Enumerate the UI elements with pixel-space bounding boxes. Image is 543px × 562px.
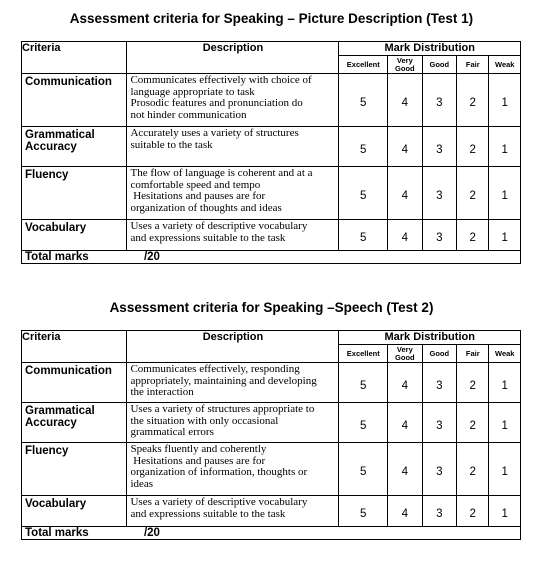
criterion-description [127, 403, 339, 443]
description-line: Communicates effectively with choice of [130, 74, 312, 86]
description-line: Speaks fluently and coherently [130, 443, 267, 455]
description-line: not hinder communication [130, 108, 247, 121]
mark-value: 5 [339, 496, 388, 527]
criteria-header: Criteria [22, 331, 127, 363]
test1-title: Assessment criteria for Speaking – Picture Description (Test 1) [69, 11, 474, 26]
mark-value: 3 [422, 496, 456, 527]
mark-value: 5 [339, 74, 388, 127]
mark-distribution-header: Mark Distribution [339, 42, 521, 56]
criterion-description [127, 443, 339, 496]
grade-header: Excellent [339, 56, 388, 74]
mark-value: 4 [388, 220, 422, 251]
header-row [22, 42, 521, 56]
mark-value: 4 [388, 443, 422, 496]
mark-value: 1 [489, 403, 521, 443]
mark-value: 5 [339, 443, 388, 496]
mark-value: 2 [457, 127, 489, 167]
description-line: grammatical errors [130, 426, 214, 438]
criterion-name: Communication [22, 363, 127, 403]
description-line: Uses a variety of descriptive vocabulary [130, 496, 308, 508]
criterion-description [127, 167, 339, 220]
mark-value: 1 [489, 167, 521, 220]
description-line: comfortable speed and tempo [130, 178, 261, 191]
table-row [22, 403, 521, 443]
description-line: and expressions suitable to the task [130, 507, 286, 520]
grade-header: Good [422, 345, 456, 363]
mark-value: 2 [457, 403, 489, 443]
test2-criteria-table [21, 330, 521, 540]
description-line: language appropriate to task [130, 85, 255, 98]
criterion-description [127, 220, 339, 251]
mark-value: 2 [457, 74, 489, 127]
table-row [22, 496, 521, 527]
mark-value: 3 [422, 363, 456, 403]
grade-header: Fair [457, 345, 489, 363]
total-marks-label: Total marks [22, 251, 127, 264]
test1-criteria-table [21, 41, 521, 264]
criteria-header: Criteria [22, 42, 127, 74]
description-line: Uses a variety of descriptive vocabulary [130, 220, 308, 232]
description-line: organization of thoughts and ideas [130, 201, 282, 214]
description-line: ideas [130, 477, 154, 490]
criterion-description [127, 127, 339, 167]
mark-value: 4 [388, 74, 422, 127]
grade-header: Good [422, 56, 456, 74]
criterion-description [127, 74, 339, 127]
criterion-name: Grammatical Accuracy [22, 403, 127, 443]
criterion-description [127, 496, 339, 527]
description-line: Accurately uses a variety of structures [130, 127, 299, 139]
grade-header: Weak [489, 56, 521, 74]
mark-value: 1 [489, 363, 521, 403]
mark-value: 1 [489, 443, 521, 496]
mark-value: 3 [422, 127, 456, 167]
mark-value: 1 [489, 220, 521, 251]
mark-value: 5 [339, 403, 388, 443]
description-header: Description [127, 42, 339, 74]
grade-header: Very Good [388, 56, 422, 74]
mark-distribution-header: Mark Distribution [339, 331, 521, 345]
criterion-name: Vocabulary [22, 220, 127, 251]
mark-value: 3 [422, 74, 456, 127]
table-row [22, 220, 521, 251]
mark-value: 4 [388, 167, 422, 220]
mark-value: 4 [388, 363, 422, 403]
grade-header: Excellent [339, 345, 388, 363]
mark-value: 1 [489, 127, 521, 167]
mark-value: 2 [457, 443, 489, 496]
mark-value: 4 [388, 127, 422, 167]
mark-value: 5 [339, 127, 388, 167]
total-row [22, 251, 521, 264]
total-marks-value: /20 [127, 251, 521, 264]
description-line: Hesitations and pauses are for [130, 454, 266, 467]
mark-value: 3 [422, 167, 456, 220]
description-line: organization of information, thoughts or [130, 466, 308, 478]
mark-value: 5 [339, 220, 388, 251]
mark-value: 1 [489, 74, 521, 127]
criterion-name: Fluency [22, 167, 127, 220]
mark-value: 4 [388, 403, 422, 443]
criterion-name: Vocabulary [22, 496, 127, 527]
mark-value: 3 [422, 220, 456, 251]
criterion-name: Communication [22, 74, 127, 127]
criterion-name: Fluency [22, 443, 127, 496]
mark-value: 4 [388, 496, 422, 527]
total-row [22, 527, 521, 540]
description-line: the situation with only occasional [130, 414, 279, 427]
table-row [22, 74, 521, 127]
mark-value: 2 [457, 167, 489, 220]
total-marks-label: Total marks [22, 527, 127, 540]
mark-value: 5 [339, 363, 388, 403]
total-marks-value: /20 [127, 527, 521, 540]
table-row [22, 167, 521, 220]
description-line: suitable to the task [130, 138, 213, 151]
description-line: Communicates effectively, responding [130, 363, 300, 375]
criterion-description [127, 363, 339, 403]
description-line: Hesitations and pauses are for [130, 190, 266, 202]
grade-header: Weak [489, 345, 521, 363]
header-row [22, 331, 521, 345]
grade-header: Fair [457, 56, 489, 74]
mark-value: 2 [457, 363, 489, 403]
mark-value: 1 [489, 496, 521, 527]
test2-title: Assessment criteria for Speaking –Speech (Test 2) [109, 300, 434, 315]
description-header: Description [127, 331, 339, 363]
description-line: Uses a variety of structures appropriate to [130, 403, 315, 415]
mark-value: 5 [339, 167, 388, 220]
mark-value: 2 [457, 496, 489, 527]
mark-value: 3 [422, 443, 456, 496]
description-line: The flow of language is coherent and at a [130, 167, 313, 179]
table-row [22, 443, 521, 496]
description-line: and expressions suitable to the task [130, 231, 286, 244]
mark-value: 3 [422, 403, 456, 443]
description-line: appropriately, maintaining and developing [130, 374, 317, 387]
criterion-name: Grammatical Accuracy [22, 127, 127, 167]
mark-value: 2 [457, 220, 489, 251]
table-row [22, 363, 521, 403]
description-line: the interaction [130, 386, 194, 398]
description-line: Prosodic features and pronunciation do [130, 97, 303, 109]
grade-header: Very Good [388, 345, 422, 363]
table-row [22, 127, 521, 167]
